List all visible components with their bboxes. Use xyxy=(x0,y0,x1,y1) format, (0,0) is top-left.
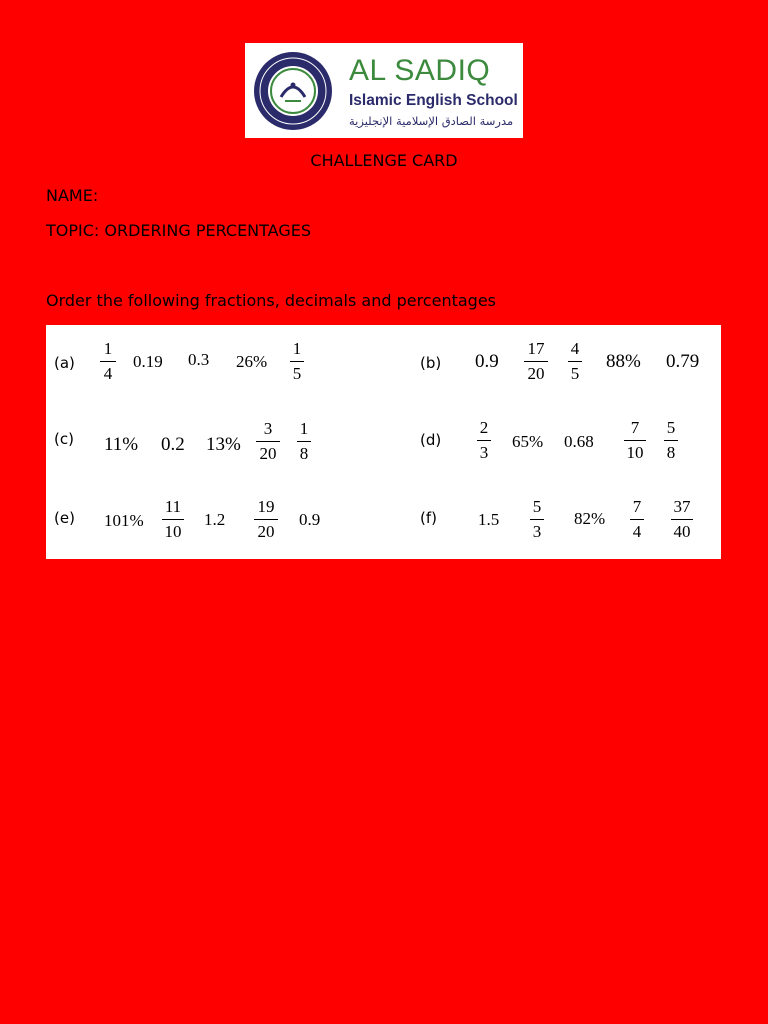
question-label: (c) xyxy=(54,430,74,448)
name-label: NAME: xyxy=(46,186,99,205)
topic-label: TOPIC: ORDERING PERCENTAGES xyxy=(46,221,311,240)
fraction: 1 4 xyxy=(100,339,116,384)
number-item: 0.19 xyxy=(133,352,163,371)
fraction: 5 8 xyxy=(664,418,678,463)
number-item: 0.68 xyxy=(564,432,594,451)
percent-item: 11% xyxy=(104,434,139,455)
number-item: 1.5 xyxy=(478,510,500,529)
question-label: (e) xyxy=(54,509,75,527)
number-item: 0.9 xyxy=(475,351,499,372)
brand-name: AL SADIQ xyxy=(349,54,491,87)
question-label: (a) xyxy=(54,354,75,372)
question-card xyxy=(46,325,721,559)
fraction: 5 3 xyxy=(530,497,544,542)
question-label: (f) xyxy=(420,509,437,527)
fraction: 3 20 xyxy=(256,419,280,464)
school-name: Islamic English School xyxy=(349,92,518,109)
fraction: 17 20 xyxy=(524,339,548,384)
number-item: 0.3 xyxy=(188,350,210,369)
fraction: 1 8 xyxy=(297,419,311,464)
fraction: 37 40 xyxy=(671,497,693,542)
percent-item: 26% xyxy=(236,352,268,371)
number-item: 0.2 xyxy=(161,434,185,455)
school-logo xyxy=(245,43,523,138)
fraction: 2 3 xyxy=(477,418,491,463)
fraction: 19 20 xyxy=(254,497,278,542)
percent-item: 88% xyxy=(606,351,641,372)
percent-item: 13% xyxy=(206,434,241,455)
arabic-school-name: مدرسة الصادق الإسلامية الإنجليزية xyxy=(349,114,514,128)
number-item: 0.9 xyxy=(299,510,321,529)
percent-item: 101% xyxy=(104,511,144,530)
number-item: 0.79 xyxy=(666,351,700,372)
number-item: 1.2 xyxy=(204,510,226,529)
instruction-text: Order the following fractions, decimals and percentages xyxy=(46,291,496,310)
question-label: (b) xyxy=(420,354,442,372)
fraction: 7 4 xyxy=(630,497,644,542)
page-title: CHALLENGE CARD xyxy=(310,151,458,170)
percent-item: 82% xyxy=(574,509,606,528)
question-label: (d) xyxy=(420,431,442,449)
percent-item: 65% xyxy=(512,432,544,451)
fraction: 7 10 xyxy=(624,418,646,463)
fraction: 1 5 xyxy=(290,339,304,384)
fraction: 11 10 xyxy=(162,497,184,542)
fraction: 4 5 xyxy=(568,339,582,384)
school-seal-icon xyxy=(253,51,333,131)
